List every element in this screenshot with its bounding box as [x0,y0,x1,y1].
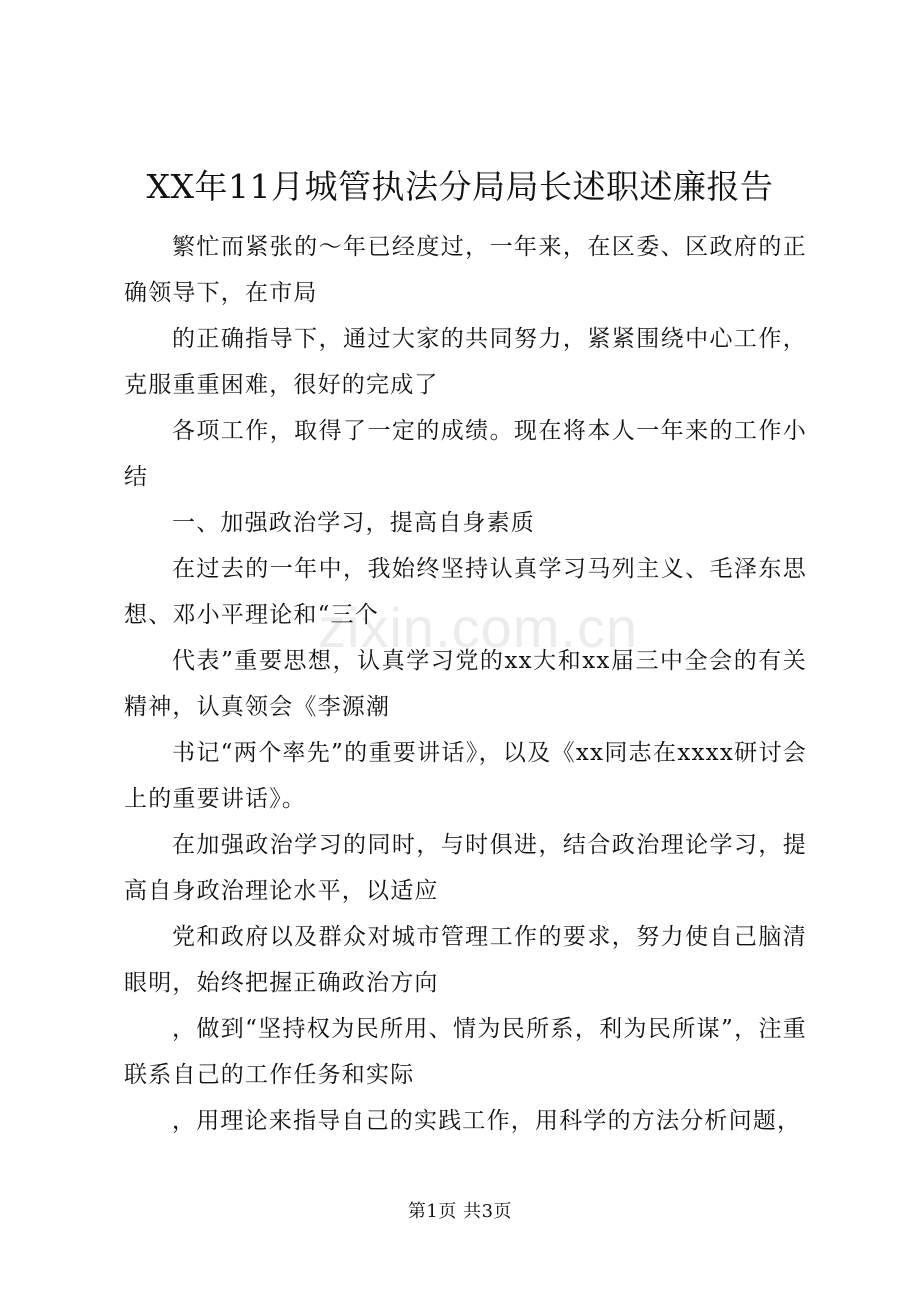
paragraph: 代表”重要思想，认真学习党的xx大和xx届三中全会的有关精神，认真领会《李源潮 [124,648,807,720]
document-body [124,224,807,1144]
paragraph: 繁忙而紧张的～年已经度过，一年来，在区委、区政府的正确领导下，在市局 [124,234,807,306]
paragraph: 各项工作，取得了一定的成绩。现在将本人一年来的工作小结 [124,418,807,490]
document-title: XX年11月城管执法分局局长述职述廉报告 [146,167,774,206]
paragraph: 的正确指导下，通过大家的共同努力，紧紧围绕中心工作，克服重重困难，很好的完成了 [124,326,807,398]
page-number-footer: 第1页 共3页 [407,1201,513,1222]
paragraph: ，做到“坚持权为民所用、情为民所系，利为民所谋”，注重联系自己的工作任务和实际 [124,1016,807,1088]
paragraph: 在过去的一年中，我始终坚持认真学习马列主义、毛泽东思想、邓小平理论和“三个 [124,556,807,628]
paragraph: ，用理论来指导自己的实践工作，用科学的方法分析问题， [172,1108,802,1134]
paragraph: 在加强政治学习的同时，与时俱进，结合政治理论学习，提高自身政治理论水平，以适应 [124,832,807,904]
paragraph: 党和政府以及群众对城市管理工作的要求，努力使自己脑清眼明，始终把握正确政治方向 [124,924,807,996]
paragraph: 书记“两个率先”的重要讲话》，以及《xx同志在xxxx研讨会上的重要讲话》。 [124,740,807,812]
section-heading: 一、加强政治学习，提高自身素质 [172,510,535,536]
watermark: zixin.com.cn [318,596,639,659]
